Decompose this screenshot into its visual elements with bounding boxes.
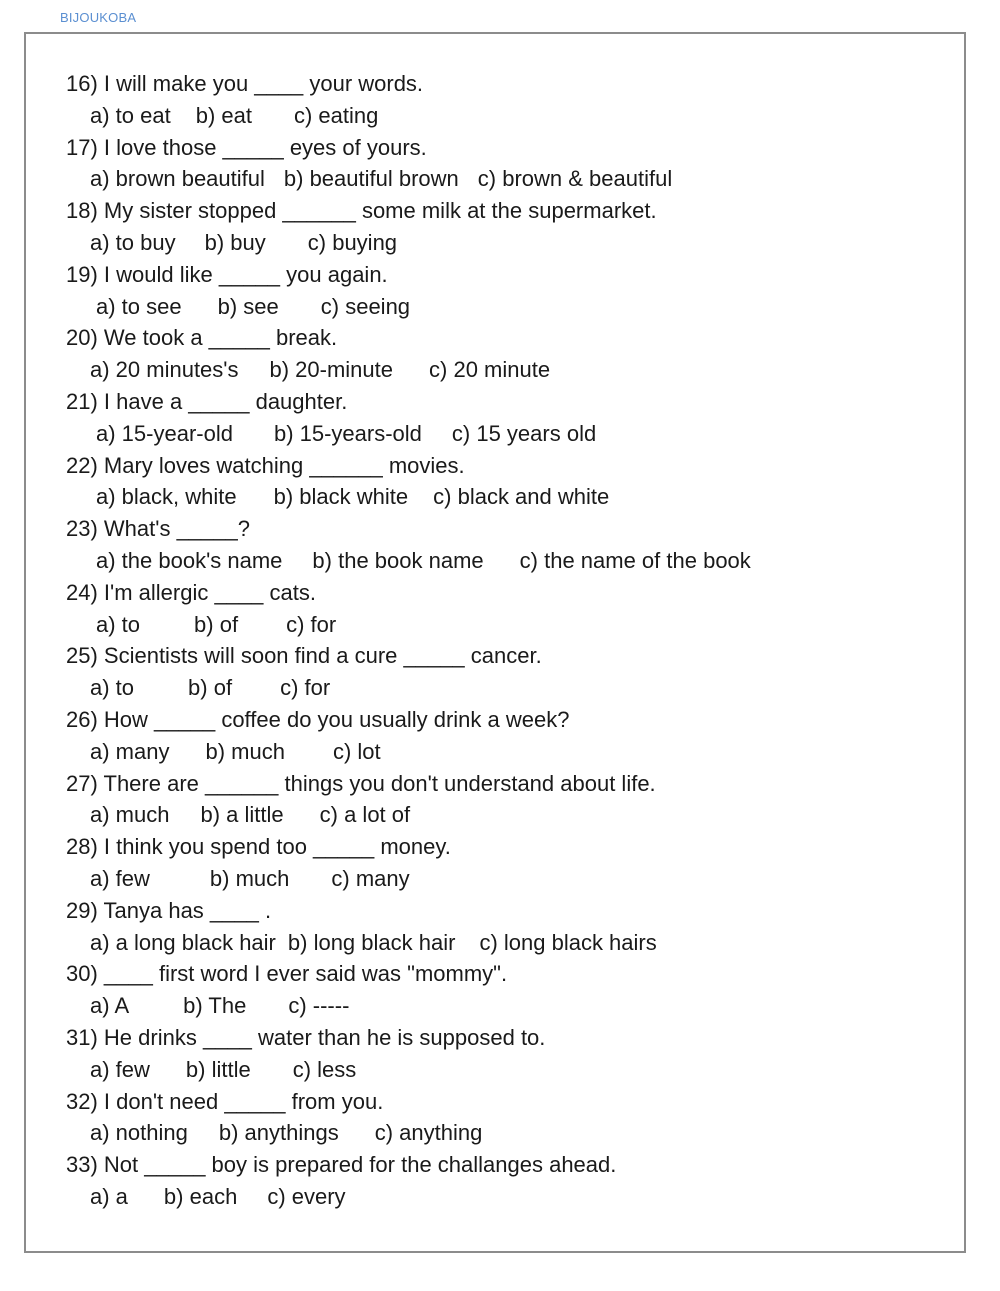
- answer-options: [66, 990, 946, 1022]
- answer-options: [66, 291, 946, 323]
- answer-options: [66, 799, 946, 831]
- answer-option: b) eat: [195, 102, 252, 128]
- answer-options: [66, 1054, 946, 1086]
- answer-option: c) the name of the book: [519, 547, 751, 573]
- answer-option: a) nothing: [90, 1120, 188, 1146]
- question-item: [66, 1022, 946, 1086]
- answer-option: a) a: [90, 1183, 128, 1209]
- question-text: 31) He drinks ____ water than he is supposed to.: [66, 1024, 546, 1050]
- question-item: [66, 386, 946, 450]
- answer-option: b) black white: [273, 484, 409, 510]
- question-text: 26) How _____ coffee do you usually drink a week?: [66, 706, 570, 732]
- answer-option: b) anythings: [218, 1120, 339, 1146]
- answer-options: [66, 418, 946, 450]
- question-item: [66, 895, 946, 959]
- answer-option: c) anything: [374, 1120, 483, 1146]
- answer-option: a) to: [96, 611, 141, 637]
- answer-options: [66, 545, 946, 577]
- question-text: 29) Tanya has ____ .: [66, 897, 272, 923]
- answer-option: c) lot: [332, 738, 381, 764]
- answer-option: b) 15-years-old: [273, 420, 422, 446]
- answer-options: [66, 1117, 946, 1149]
- question-item: [66, 195, 946, 259]
- answer-option: a) a long black hair: [90, 929, 276, 955]
- answer-option: b) a little: [200, 802, 284, 828]
- answer-option: a) the book's name: [96, 547, 283, 573]
- answer-option: c) 15 years old: [451, 420, 597, 446]
- question-item: [66, 640, 946, 704]
- question-item: [66, 704, 946, 768]
- answer-option: b) beautiful brown: [283, 166, 459, 192]
- answer-option: b) each: [163, 1183, 238, 1209]
- answer-option: c) seeing: [320, 293, 411, 319]
- answer-option: a) black, white: [96, 484, 237, 510]
- answer-option: b) of: [188, 675, 233, 701]
- answer-option: c) less: [292, 1056, 357, 1082]
- answer-options: [66, 672, 946, 704]
- question-item: [66, 831, 946, 895]
- answer-option: c) for: [280, 675, 331, 701]
- question-text: 23) What's _____?: [66, 516, 250, 542]
- worksheet-frame: [24, 32, 966, 1253]
- answer-option: c) many: [331, 865, 410, 891]
- question-text: 25) Scientists will soon find a cure _____ cancer.: [66, 643, 542, 669]
- answer-option: a) 15-year-old: [96, 420, 233, 446]
- question-item: [66, 768, 946, 832]
- answer-option: c) for: [286, 611, 337, 637]
- question-text: 22) Mary loves watching ______ movies.: [66, 452, 465, 478]
- answer-option: c) -----: [288, 993, 350, 1019]
- answer-option: a) few: [90, 865, 150, 891]
- answer-options: [66, 927, 946, 959]
- answer-option: b) the book name: [312, 547, 484, 573]
- answer-option: c) 20 minute: [429, 357, 551, 383]
- watermark: BIJOUKOBA: [60, 10, 137, 25]
- question-text: 20) We took a _____ break.: [66, 325, 338, 351]
- answer-option: b) of: [194, 611, 239, 637]
- question-item: [66, 958, 946, 1022]
- question-text: 16) I will make you ____ your words.: [66, 71, 424, 96]
- answer-option: a) many: [90, 738, 170, 764]
- answer-option: a) to: [90, 675, 135, 701]
- answer-option: a) few: [90, 1056, 150, 1082]
- question-text: 18) My sister stopped ______ some milk at the supermarket.: [66, 198, 657, 224]
- question-text: 27) There are ______ things you don't understand about life.: [66, 770, 656, 796]
- answer-option: b) The: [183, 993, 247, 1019]
- question-item: [66, 450, 946, 514]
- answer-option: a) to see: [96, 293, 182, 319]
- answer-option: c) brown & beautiful: [477, 166, 673, 192]
- question-item: [66, 1149, 946, 1213]
- answer-option: c) every: [267, 1183, 346, 1209]
- answer-options: [66, 163, 946, 195]
- question-item: [66, 1086, 946, 1150]
- question-text: 24) I'm allergic ____ cats.: [66, 579, 316, 605]
- question-list: [66, 68, 946, 1213]
- answer-option: c) a lot of: [319, 802, 411, 828]
- answer-option: c) black and white: [433, 484, 610, 510]
- answer-options: [66, 100, 946, 132]
- answer-option: a) much: [90, 802, 170, 828]
- answer-options: [66, 736, 946, 768]
- question-item: [66, 322, 946, 386]
- answer-option: b) buy: [204, 229, 266, 255]
- answer-option: c) eating: [293, 102, 379, 128]
- answer-option: a) A: [90, 993, 130, 1019]
- answer-option: c) long black hairs: [479, 929, 657, 955]
- question-text: 33) Not _____ boy is prepared for the challanges ahead.: [66, 1152, 617, 1178]
- question-text: 17) I love those _____ eyes of yours.: [66, 134, 427, 160]
- question-item: [66, 513, 946, 577]
- answer-options: [66, 481, 946, 513]
- question-text: 19) I would like _____ you again.: [66, 261, 388, 287]
- answer-option: a) brown beautiful: [90, 166, 265, 192]
- answer-option: a) to buy: [90, 229, 176, 255]
- question-text: 30) ____ first word I ever said was "mommy".: [66, 961, 508, 987]
- question-item: [66, 259, 946, 323]
- answer-option: b) see: [217, 293, 279, 319]
- answer-option: b) 20-minute: [269, 357, 394, 383]
- answer-option: b) long black hair: [287, 929, 456, 955]
- question-item: [66, 68, 946, 132]
- answer-option: a) 20 minutes's: [90, 357, 239, 383]
- question-text: 21) I have a _____ daughter.: [66, 388, 348, 414]
- answer-option: b) little: [185, 1056, 251, 1082]
- answer-option: b) much: [205, 738, 285, 764]
- answer-option: a) to eat: [90, 102, 171, 128]
- answer-options: [66, 609, 946, 641]
- question-text: 28) I think you spend too _____ money.: [66, 834, 451, 860]
- answer-option: c) buying: [307, 229, 398, 255]
- question-text: 32) I don't need _____ from you.: [66, 1088, 384, 1114]
- question-item: [66, 577, 946, 641]
- answer-options: [66, 1181, 946, 1213]
- answer-option: b) much: [209, 865, 290, 891]
- question-item: [66, 132, 946, 196]
- answer-options: [66, 227, 946, 259]
- answer-options: [66, 354, 946, 386]
- answer-options: [66, 863, 946, 895]
